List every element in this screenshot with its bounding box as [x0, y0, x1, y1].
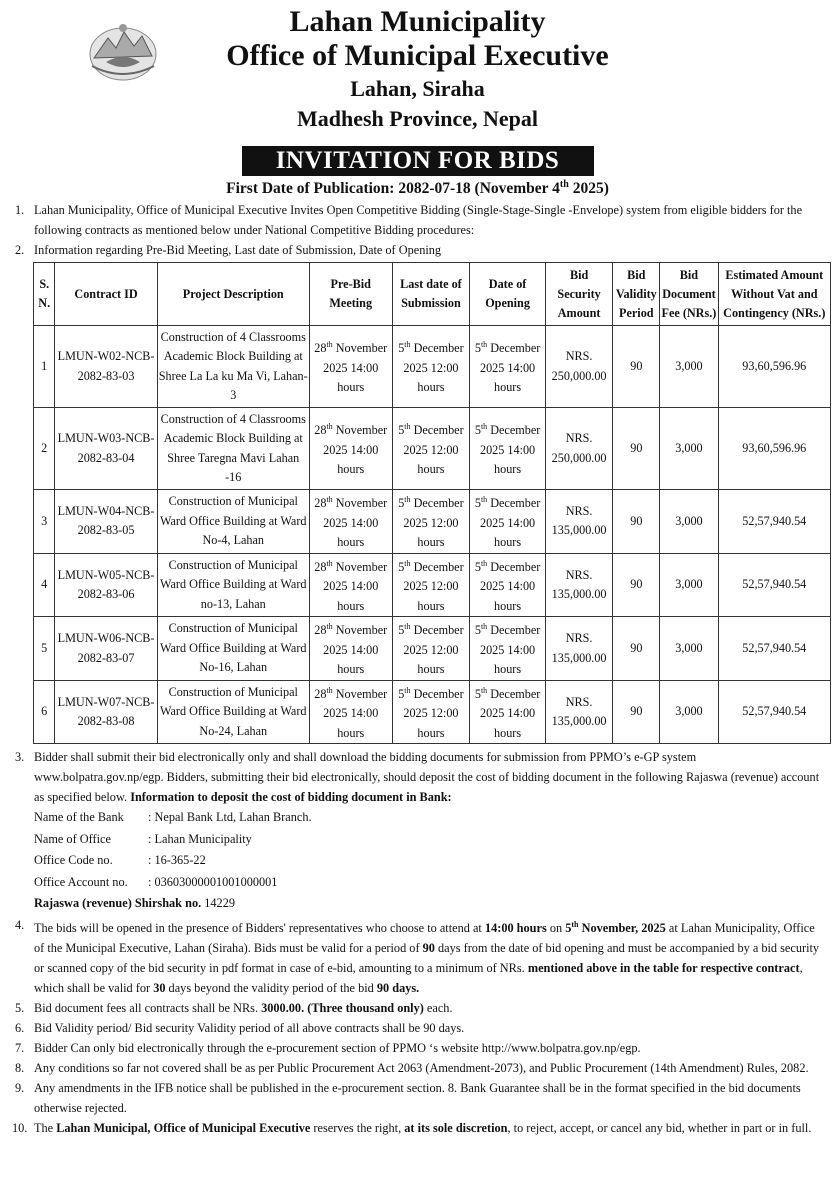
table-row: 1 LMUN-W02-NCB-2082-83-03 Construction of 4 Classrooms Academic Block Building at Shree La La ku Ma Vi, Lahan-3 28th November 2025 14:00 hours 5th December 2025 12:00 hours 5th December 2025 14:00 hours NRS. 250,000.00 90 3,000 93,60,596.96 [34, 326, 831, 408]
table-row: 4 LMUN-W05-NCB-2082-83-06 Construction of Municipal Ward Office Building at Ward no-13, Lahan 28th November 2025 14:00 hours 5th December 2025 12:00 hours 5th December 2025 14:00 hours NRS. 135,000.00 90 3,000 52,57,940.54 [34, 553, 831, 617]
clause-6: 6. Bid Validity period/ Bid security Validity period of all above contracts shall be 90 days. [15, 1021, 465, 1035]
office-name: Office of Municipal Executive [226, 39, 609, 72]
clause-5: 5. Bid document fees all contracts shall be NRs. 3000.00. (Three thousand only) each. [15, 1001, 453, 1015]
rajaswa-row: Rajaswa (revenue) Shirshak no. 14229 [34, 896, 235, 911]
column-header: Bid Security Amount [545, 263, 612, 326]
column-header: Project Description [157, 263, 309, 326]
column-header: Contract ID [55, 263, 157, 326]
header [12, 0, 823, 144]
column-header: Estimated Amount Without Vat and Contingency (NRs.) [718, 263, 830, 326]
column-header: S. N. [34, 263, 55, 326]
bids-table [33, 262, 831, 744]
clause-3: 3. Bidder shall submit their bid electronically only and shall download the bidding documents for submission from PPMO’s e-GP system www.bolpatra.gov.np/egp. Bidders, submitting their bid electronically, should deposit the cost of bidding document in the following Rajaswa (revenue) account as specified below. Information to deposit the cost of bidding document in Bank: [15, 750, 820, 805]
clause-10: 10. The Lahan Municipal, Office of Municipal Executive reserves the right, at its sole discretion, to reject, accept, or cancel any bid, whether in part or in full. [12, 1121, 812, 1135]
bank-row: Office Code no. : 16-365-22 [34, 853, 206, 868]
clause-1: 1. Lahan Municipality, Office of Municipal Executive Invites Open Competitive Bidding (Single-Stage-Single -Envelope) system from eligible bidders for the following contracts as mentioned below under National Competitive Bidding procedures: [15, 203, 803, 238]
municipality-name: Lahan Municipality [289, 5, 546, 38]
nepal-emblem-icon [88, 22, 158, 82]
bank-row: Office Account no. : 03603000001001000001 [34, 874, 278, 889]
invitation-banner: INVITATION FOR BIDS [242, 146, 594, 176]
clause-2: 2. Information regarding Pre-Bid Meeting, Last date of Submission, Date of Opening [15, 243, 442, 258]
table-row: 2 LMUN-W03-NCB-2082-83-04 Construction of 4 Classrooms Academic Block Building at Shree Taregna Mavi Lahan -16 28th November 2025 14:00 hours 5th December 2025 12:00 hours 5th December 2025 14:00 hours NRS. 250,000.00 90 3,000 93,60,596.96 [34, 408, 831, 490]
table-row: 3 LMUN-W04-NCB-2082-83-05 Construction of Municipal Ward Office Building at Ward No-4, Lahan 28th November 2025 14:00 hours 5th December 2025 12:00 hours 5th December 2025 14:00 hours NRS. 135,000.00 90 3,000 52,57,940.54 [34, 490, 831, 554]
clause-7: 7. Bidder Can only bid electronically through the e-procurement section of PPMO ‘s website http://www.bolpatra.gov.np/egp. [15, 1041, 641, 1055]
column-header: Bid Document Fee (NRs.) [660, 263, 718, 326]
bank-details [12, 807, 823, 915]
bank-row: Name of the Bank : Nepal Bank Ltd, Lahan Branch. [34, 810, 312, 825]
location: Lahan, Siraha [350, 76, 485, 101]
table-row: 5 LMUN-W06-NCB-2082-83-07 Construction of Municipal Ward Office Building at Ward No-16, Lahan 28th November 2025 14:00 hours 5th December 2025 12:00 hours 5th December 2025 14:00 hours NRS. 135,000.00 90 3,000 52,57,940.54 [34, 617, 831, 681]
clause-8: 8. Any conditions so far not covered shall be as per Public Procurement Act 2063 (Amendment-2073), and Public Procurement (14th Amendment) Rules, 2082. [15, 1061, 809, 1075]
table-header-row [34, 263, 831, 326]
province: Madhesh Province, Nepal [297, 106, 538, 131]
column-header: Pre-Bid Meeting [309, 263, 392, 326]
column-header: Last date of Submission [392, 263, 470, 326]
column-header: Bid Validity Period [613, 263, 660, 326]
bank-row: Name of Office : Lahan Municipality [34, 831, 252, 846]
table-row: 6 LMUN-W07-NCB-2082-83-08 Construction of Municipal Ward Office Building at Ward No-24, Lahan 28th November 2025 14:00 hours 5th December 2025 12:00 hours 5th December 2025 14:00 hours NRS. 135,000.00 90 3,000 52,57,940.54 [34, 680, 831, 744]
column-header: Date of Opening [470, 263, 546, 326]
clause-9: 9. Any amendments in the IFB notice shall be published in the e-procurement section. 8. Bank Guarantee shall be in the format specified in the bid documents otherwise rejected. [15, 1081, 801, 1115]
publication-date: First Date of Publication: 2082-07-18 (November 4th 2025) [226, 179, 609, 198]
clause-4: 4. The bids will be opened in the presence of Bidders' representatives who choose to attend at 14:00 hours on 5th November, 2025 at Lahan Municipality, Office of the Municipal Executive, Lahan (Siraha). Bids must be valid for a period of 90 days from the date of bid opening and must be accompanied by a bid security or scanned copy of the bid security in pdf format in case of e-bid, amounting to a minimum of NRs. mentioned above in the table for respective contract, which shall be valid for 30 days beyond the validity period of the bid 90 days. [15, 917, 820, 995]
